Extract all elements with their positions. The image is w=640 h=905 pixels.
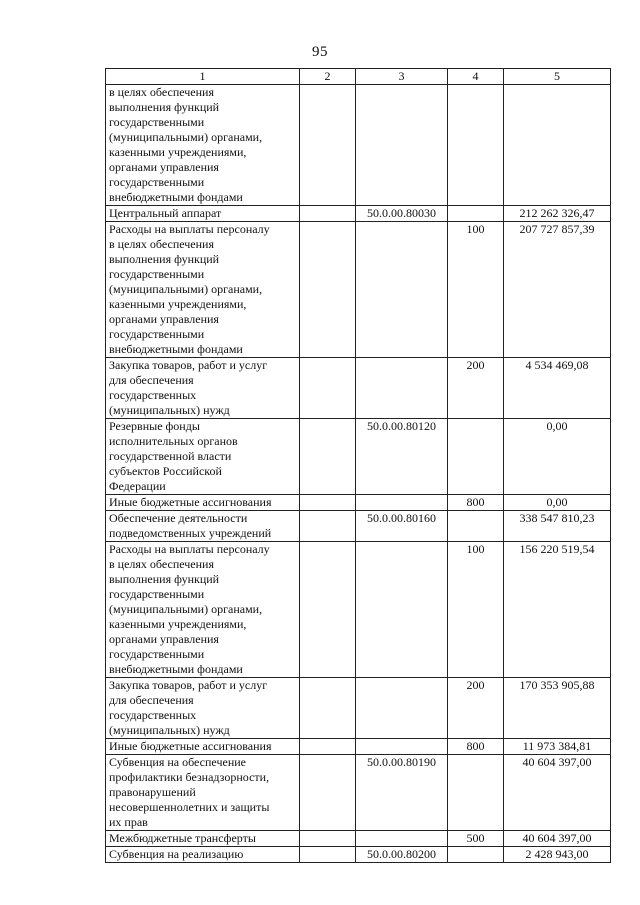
expense-type-code bbox=[448, 419, 504, 495]
target-article-code: 50.0.00.80120 bbox=[356, 419, 448, 495]
section-cell bbox=[300, 495, 356, 511]
expense-type-code bbox=[448, 755, 504, 831]
table-row bbox=[106, 511, 611, 542]
amount-value: 338 547 810,23 bbox=[504, 511, 611, 542]
header-row bbox=[106, 69, 611, 85]
section-cell bbox=[300, 419, 356, 495]
target-article-code: 50.0.00.80160 bbox=[356, 511, 448, 542]
expense-type-code: 800 bbox=[448, 739, 504, 755]
target-article-code: 50.0.00.80200 bbox=[356, 847, 448, 863]
item-name: Субвенция на реализацию bbox=[106, 847, 300, 863]
table-row bbox=[106, 847, 611, 863]
target-article-code: 50.0.00.80190 bbox=[356, 755, 448, 831]
table-row bbox=[106, 755, 611, 831]
item-name: Закупка товаров, работ и услуг для обеспечения государственных (муниципальных) нужд bbox=[106, 358, 300, 419]
item-name: Обеспечение деятельности подведомственных учреждений bbox=[106, 511, 300, 542]
amount-value: 170 353 905,88 bbox=[504, 678, 611, 739]
section-cell bbox=[300, 847, 356, 863]
amount-value: 4 534 469,08 bbox=[504, 358, 611, 419]
target-article-code bbox=[356, 495, 448, 511]
target-article-code bbox=[356, 358, 448, 419]
item-name: Центральный аппарат bbox=[106, 206, 300, 222]
table-row bbox=[106, 85, 611, 206]
section-cell bbox=[300, 739, 356, 755]
target-article-code bbox=[356, 85, 448, 206]
target-article-code bbox=[356, 739, 448, 755]
amount-value: 11 973 384,81 bbox=[504, 739, 611, 755]
target-article-code: 50.0.00.80030 bbox=[356, 206, 448, 222]
table-row bbox=[106, 419, 611, 495]
amount-value: 212 262 326,47 bbox=[504, 206, 611, 222]
expense-type-code: 200 bbox=[448, 358, 504, 419]
item-name: в целях обеспечения выполнения функций государственными (муниципальными) органами, казенными учреждениями, органами управления государственными внебюджетными фондами bbox=[106, 85, 300, 206]
expense-type-code: 800 bbox=[448, 495, 504, 511]
header-cell-4: 4 bbox=[448, 69, 504, 85]
expense-type-code bbox=[448, 85, 504, 206]
header-cell-1: 1 bbox=[106, 69, 300, 85]
section-cell bbox=[300, 831, 356, 847]
item-name: Расходы на выплаты персоналу в целях обеспечения выполнения функций государственными (муниципальными) органами, казенными учреждениями, органами управления государственными внебюджетными фондами bbox=[106, 542, 300, 678]
expense-type-code bbox=[448, 847, 504, 863]
expense-type-code: 100 bbox=[448, 222, 504, 358]
budget-table bbox=[105, 68, 611, 863]
expense-type-code: 500 bbox=[448, 831, 504, 847]
expense-type-code bbox=[448, 511, 504, 542]
table-row bbox=[106, 222, 611, 358]
item-name: Иные бюджетные ассигнования bbox=[106, 739, 300, 755]
table-row bbox=[106, 678, 611, 739]
target-article-code bbox=[356, 678, 448, 739]
section-cell bbox=[300, 85, 356, 206]
amount-value: 207 727 857,39 bbox=[504, 222, 611, 358]
target-article-code bbox=[356, 831, 448, 847]
section-cell bbox=[300, 206, 356, 222]
item-name: Резервные фонды исполнительных органов государственной власти субъектов Российской Федерации bbox=[106, 419, 300, 495]
amount-value bbox=[504, 85, 611, 206]
header-cell-2: 2 bbox=[300, 69, 356, 85]
header-cell-5: 5 bbox=[504, 69, 611, 85]
header-cell-3: 3 bbox=[356, 69, 448, 85]
section-cell bbox=[300, 222, 356, 358]
amount-value: 0,00 bbox=[504, 419, 611, 495]
item-name: Субвенция на обеспечение профилактики безнадзорности, правонарушений несовершеннолетних и защиты их прав bbox=[106, 755, 300, 831]
amount-value: 40 604 397,00 bbox=[504, 755, 611, 831]
item-name: Закупка товаров, работ и услуг для обеспечения государственных (муниципальных) нужд bbox=[106, 678, 300, 739]
table-row bbox=[106, 495, 611, 511]
table-row bbox=[106, 542, 611, 678]
table-row bbox=[106, 358, 611, 419]
target-article-code bbox=[356, 222, 448, 358]
table-row bbox=[106, 206, 611, 222]
section-cell bbox=[300, 358, 356, 419]
amount-value: 156 220 519,54 bbox=[504, 542, 611, 678]
target-article-code bbox=[356, 542, 448, 678]
expense-type-code bbox=[448, 206, 504, 222]
budget-table-body bbox=[106, 69, 611, 863]
item-name: Межбюджетные трансферты bbox=[106, 831, 300, 847]
item-name: Расходы на выплаты персоналу в целях обеспечения выполнения функций государственными (муниципальными) органами, казенными учреждениями, органами управления государственными внебюджетными фондами bbox=[106, 222, 300, 358]
expense-type-code: 100 bbox=[448, 542, 504, 678]
amount-value: 2 428 943,00 bbox=[504, 847, 611, 863]
amount-value: 40 604 397,00 bbox=[504, 831, 611, 847]
item-name: Иные бюджетные ассигнования bbox=[106, 495, 300, 511]
section-cell bbox=[300, 511, 356, 542]
section-cell bbox=[300, 542, 356, 678]
expense-type-code: 200 bbox=[448, 678, 504, 739]
section-cell bbox=[300, 678, 356, 739]
section-cell bbox=[300, 755, 356, 831]
table-row bbox=[106, 739, 611, 755]
table-row bbox=[106, 831, 611, 847]
page-number: 95 bbox=[312, 44, 328, 60]
amount-value: 0,00 bbox=[504, 495, 611, 511]
